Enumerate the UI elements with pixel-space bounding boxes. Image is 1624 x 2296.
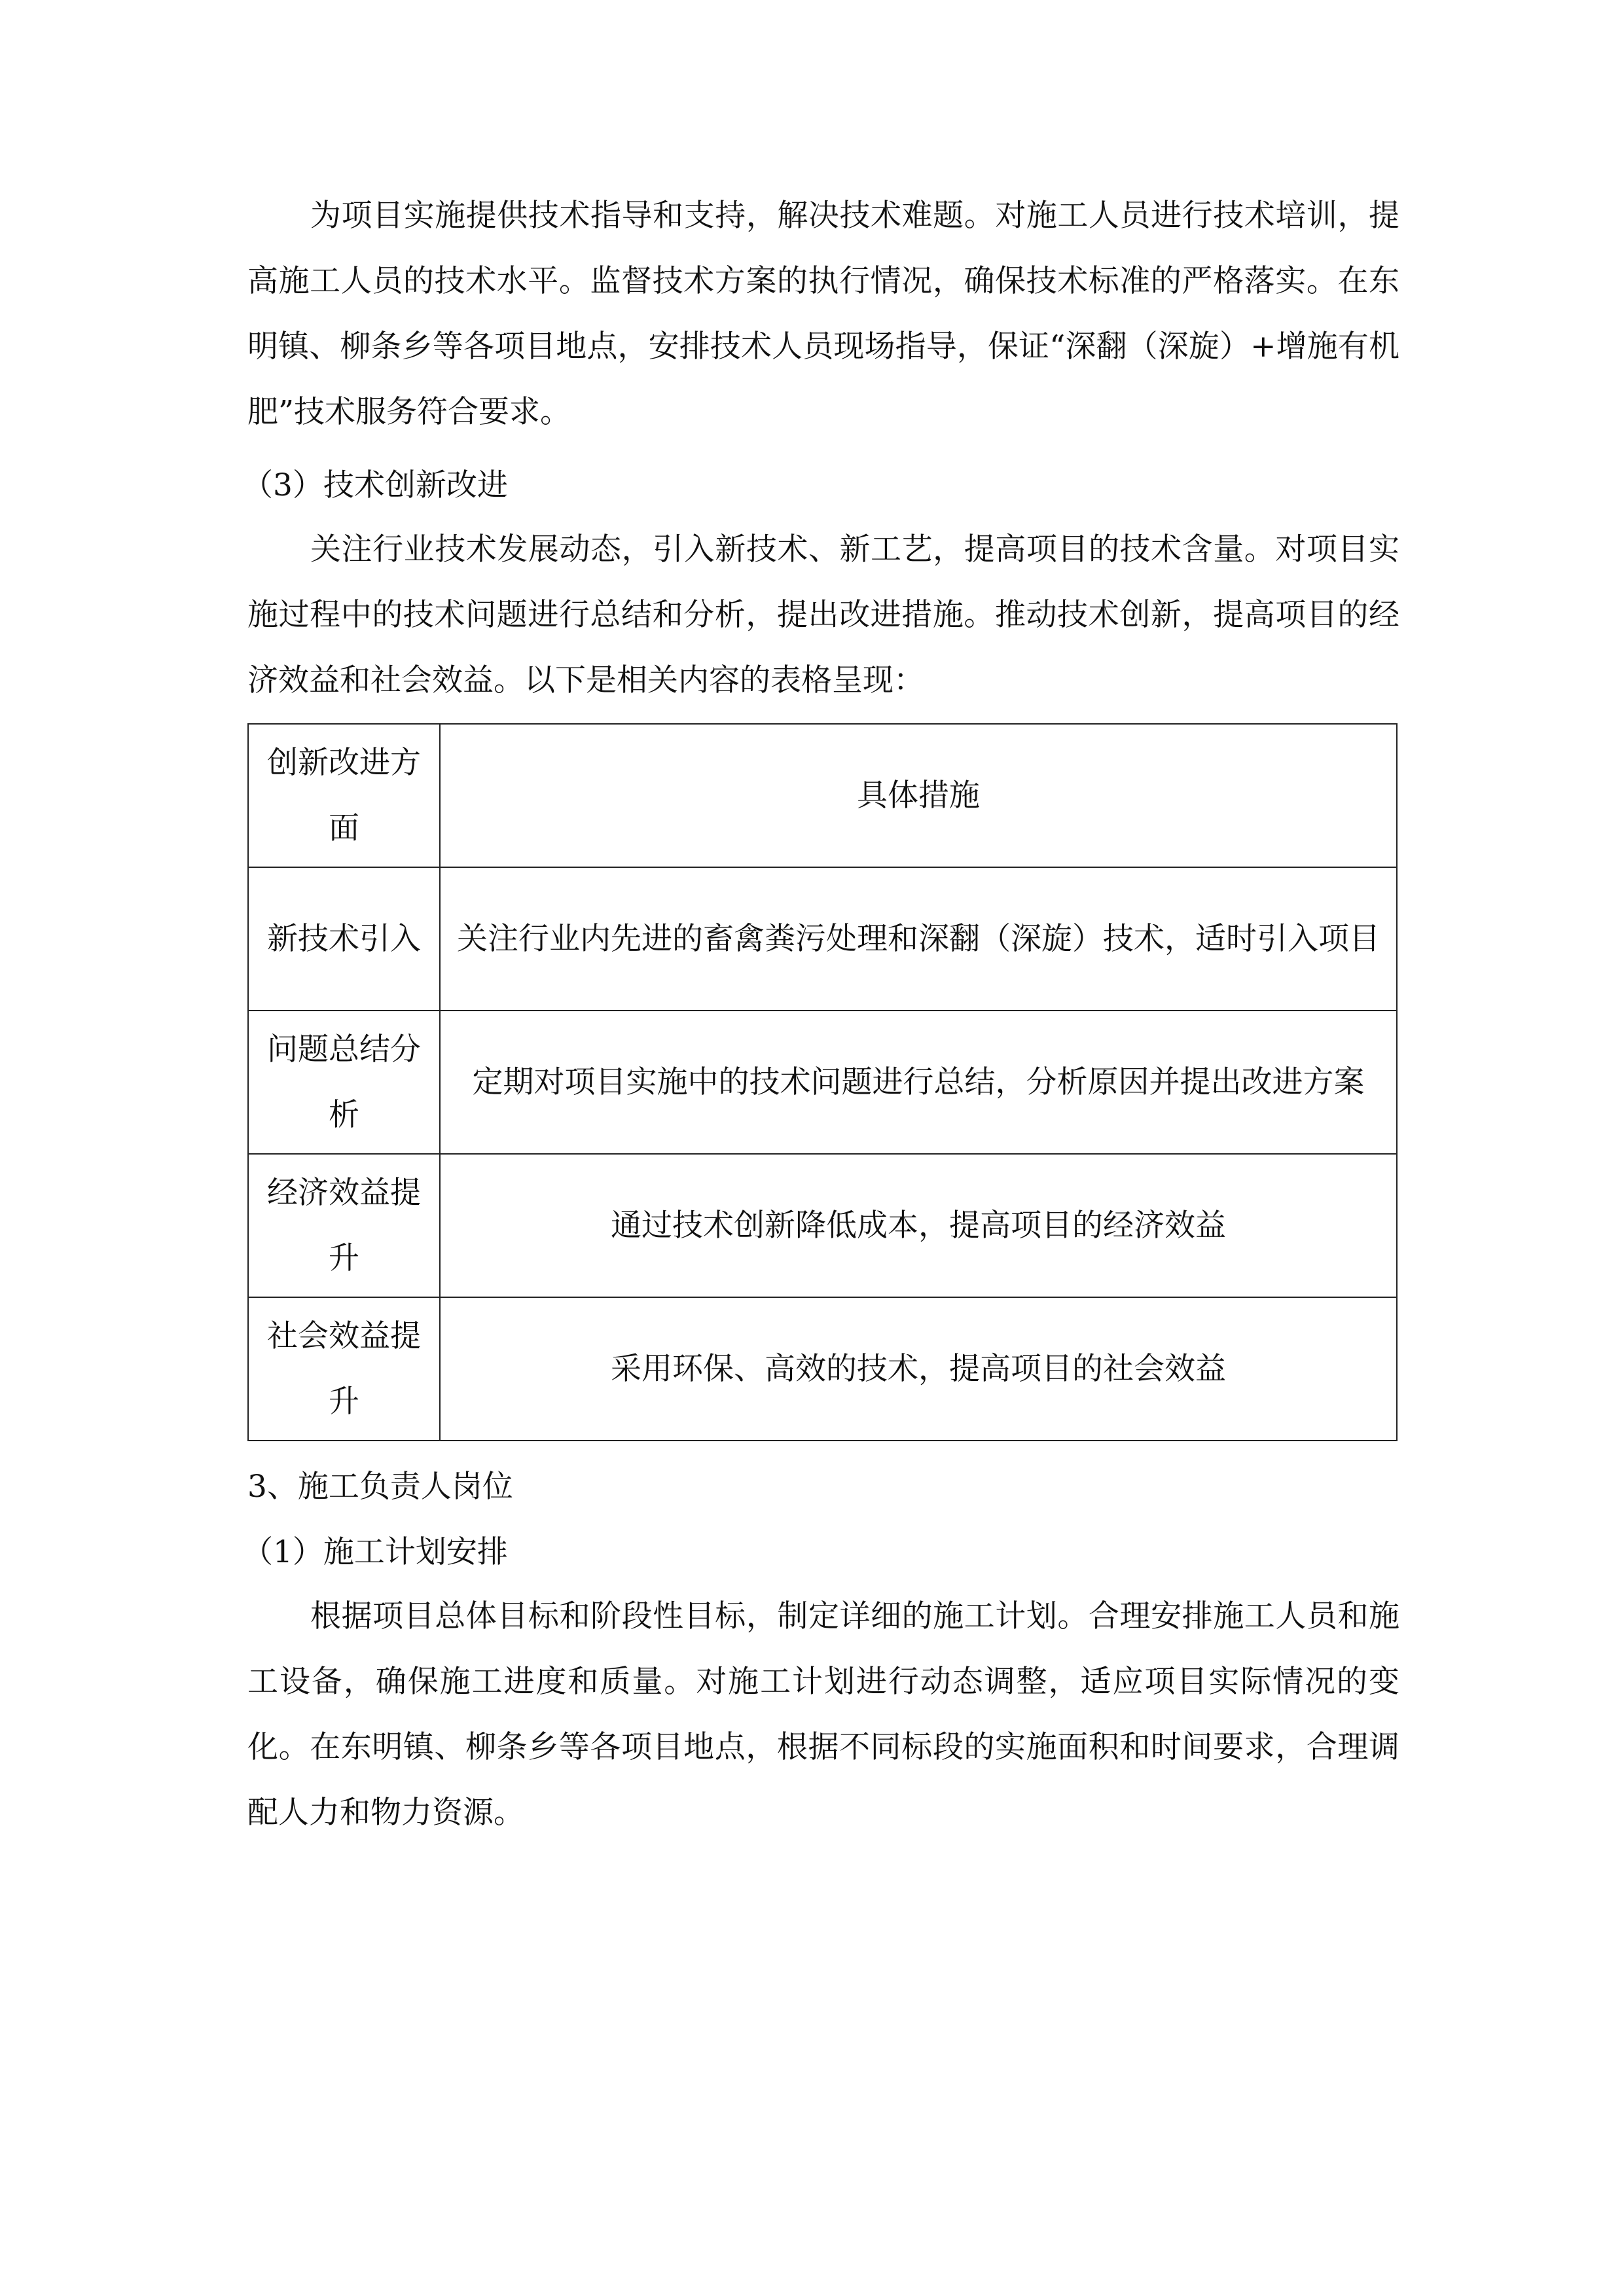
table-cell-aspect: 问题总结分析: [248, 1011, 440, 1154]
table-cell-measure: 通过技术创新降低成本，提高项目的经济效益: [440, 1154, 1397, 1297]
table-row: [248, 1154, 1397, 1297]
table-cell-aspect: 新技术引入: [248, 867, 440, 1011]
table-header-row: [248, 724, 1397, 867]
table-cell-measure: 关注行业内先进的畜禽粪污处理和深翻（深旋）技术，适时引入项目: [440, 867, 1397, 1011]
table-header-cell: 创新改进方面: [248, 724, 440, 867]
table-cell-aspect: 社会效益提升: [248, 1297, 440, 1441]
heading-tech-innovation: （3）技术创新改进: [242, 467, 508, 503]
table-row: [248, 1011, 1397, 1154]
table-cell-aspect: 经济效益提升: [248, 1154, 440, 1297]
paragraph-construction-plan: 根据项目总体目标和阶段性目标，制定详细的施工计划。合理安排施工人员和施工设备，确保施工进度和质量。对施工计划进行动态调整，适应项目实际情况的变化。在东明镇、柳条乡等各项目地点，根据不同标段的实施面积和时间要求，合理调配人力和物力资源。: [247, 1598, 1399, 1831]
paragraph-tech-guidance: 为项目实施提供技术指导和支持，解决技术难题。对施工人员进行技术培训，提高施工人员的技术水平。监督技术方案的执行情况，确保技术标准的严格落实。在东明镇、柳条乡等各项目地点，安排技术人员现场指导，保证“深翻（深旋）+增施有机肥”技术服务符合要求。: [247, 198, 1399, 430]
table-header-cell: 具体措施: [440, 724, 1397, 867]
table-cell-measure: 采用环保、高效的技术，提高项目的社会效益: [440, 1297, 1397, 1441]
heading-construction-plan: （1）施工计划安排: [242, 1534, 508, 1570]
innovation-measures-table: [247, 723, 1398, 1441]
heading-section-3: 3、施工负责人岗位: [247, 1469, 513, 1505]
paragraph-tech-innovation: 关注行业技术发展动态，引入新技术、新工艺，提高项目的技术含量。对项目实施过程中的技术问题进行总结和分析，提出改进措施。推动技术创新，提高项目的经济效益和社会效益。以下是相关内容的表格呈现：: [247, 531, 1399, 698]
table-row: [248, 1297, 1397, 1441]
table-row: [248, 867, 1397, 1011]
table-cell-measure: 定期对项目实施中的技术问题进行总结，分析原因并提出改进方案: [440, 1011, 1397, 1154]
